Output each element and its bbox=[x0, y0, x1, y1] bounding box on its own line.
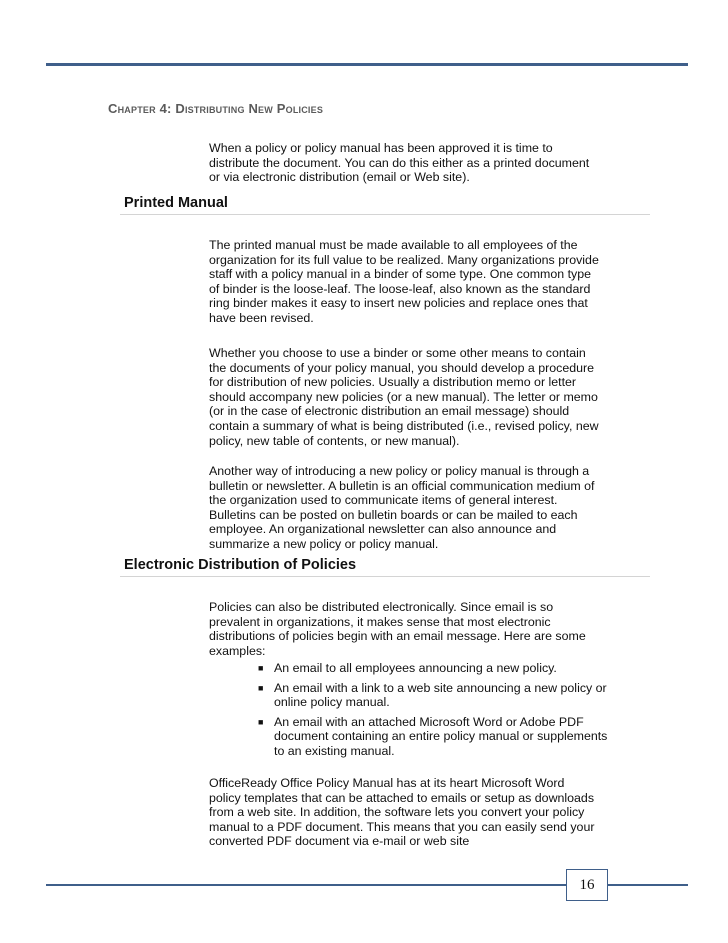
footer-rule bbox=[46, 884, 566, 886]
footer-rule bbox=[608, 884, 688, 886]
paragraph: OfficeReady Office Policy Manual has at its heart Microsoft Word policy templates that can be attached to emails or setup as downloads from a web site. In addition, the software lets you convert your policy manual to a PDF document. This means that you can easily send your converted PDF document via e-mail or web site bbox=[209, 776, 595, 849]
examples-list bbox=[258, 661, 618, 764]
square-bullet-icon: ■ bbox=[258, 716, 264, 727]
list-item-text: An email with a link to a web site announcing a new policy or online policy manual. bbox=[274, 680, 607, 710]
section-heading-electronic-distribution: Electronic Distribution of Policies bbox=[124, 557, 357, 573]
intro-paragraph: When a policy or policy manual has been approved it is time to distribute the document. You can do this either as a printed document or via electronic distribution (email or Web site). bbox=[209, 141, 590, 185]
paragraph: Policies can also be distributed electronically. Since email is so prevalent in organizations, it makes sense that most electronic distributions of policies begin with an email message. Here are some examples: bbox=[209, 600, 586, 658]
page-number: 16 bbox=[566, 869, 608, 901]
list-item-text: An email with an attached Microsoft Word or Adobe PDF document containing an entire policy manual or supplements to an existing manual. bbox=[274, 714, 608, 758]
list-item bbox=[258, 715, 618, 759]
header-rule bbox=[46, 63, 688, 66]
chapter-title: Chapter 4: Distributing New Policies bbox=[108, 101, 324, 116]
square-bullet-icon: ■ bbox=[258, 682, 264, 693]
section-rule bbox=[120, 576, 650, 577]
list-item bbox=[258, 661, 618, 676]
square-bullet-icon: ■ bbox=[258, 663, 264, 673]
paragraph: Whether you choose to use a binder or some other means to contain the documents of your policy manual, you should develop a procedure for distribution of new policies. Usually a distribution memo or letter should accompany new policies (or a new manual). The letter or memo (or in the case of electronic distribution an email message) should contain a summary of what is being distributed (i.e., revised policy, new policy, new table of contents, or new manual). bbox=[209, 346, 599, 448]
section-heading-printed-manual: Printed Manual bbox=[124, 195, 228, 211]
section-rule bbox=[120, 214, 650, 215]
paragraph: Another way of introducing a new policy or policy manual is through a bulletin or newsletter. A bulletin is an official communication medium of the organization used to communicate items of general interest. Bulletins can be posted on bulletin boards or can be mailed to each employee. An organizational newsletter can also announce and summarize a new policy or policy manual. bbox=[209, 464, 595, 551]
list-item bbox=[258, 681, 618, 710]
paragraph: The printed manual must be made available to all employees of the organization for its full value to be realized. Many organizations provide staff with a policy manual in a binder of some type. One common type of binder is the loose-leaf. The loose-leaf, also known as the standard ring binder makes it easy to insert new policies and replace ones that have been revised. bbox=[209, 238, 599, 325]
list-item-text: An email to all employees announcing a new policy. bbox=[274, 661, 557, 675]
